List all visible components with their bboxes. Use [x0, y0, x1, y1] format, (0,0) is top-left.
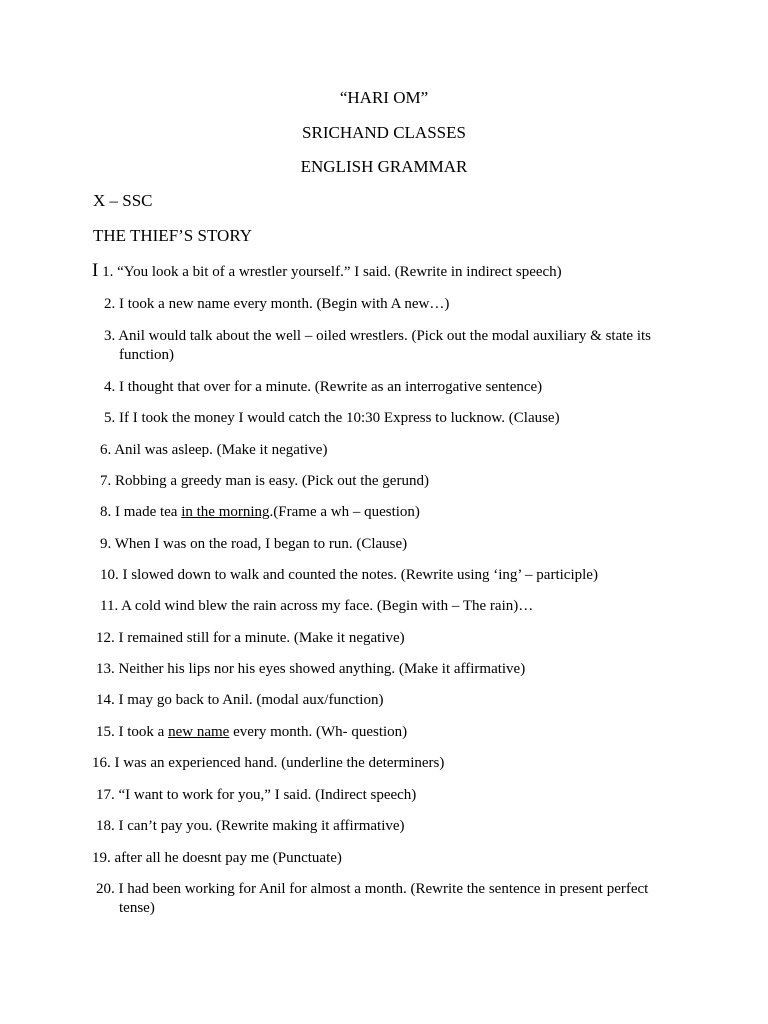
question-text: I thought that over for a minute. (Rewrite as an interrogative sentence) — [119, 379, 543, 395]
question-number: 18. — [96, 818, 115, 834]
section-marker: I — [92, 260, 99, 281]
question-13 — [96, 660, 525, 678]
question-text: “I want to work for you,” I said. (Indirect speech) — [118, 787, 417, 803]
question-1 — [92, 262, 562, 281]
question-number: 19. — [92, 850, 111, 866]
question-text: If I took the money I would catch the 10:30 Express to lucknow. (Clause) — [119, 410, 560, 426]
question-text: Neither his lips nor his eyes showed anything. (Make it affirmative) — [118, 661, 526, 677]
question-text: Anil would talk about the well – oiled wrestlers. (Pick out the modal auxiliary & state its — [118, 328, 652, 344]
question-10 — [100, 566, 598, 584]
question-number: 9. — [100, 536, 112, 552]
question-text: after all he doesnt pay me (Punctuate) — [114, 850, 342, 866]
question-2 — [104, 295, 449, 313]
question-15 — [96, 723, 407, 741]
question-text-pre: I made tea — [115, 504, 182, 520]
question-text-post: every month. (Wh- question) — [229, 724, 408, 740]
underlined-phrase: new name — [168, 724, 230, 740]
question-text: I took a new name every month. (Begin with A new…) — [119, 296, 450, 312]
chapter-title: THE THIEF’S STORY — [93, 226, 253, 245]
header-hari-om: “HARI OM” — [339, 88, 429, 107]
question-number: 16. — [92, 755, 111, 771]
question-text: I had been working for Anil for almost a month. (Rewrite the sentence in present perfect — [118, 881, 649, 897]
question-number: 12. — [96, 630, 115, 646]
header-subject: ENGLISH GRAMMAR — [300, 157, 468, 176]
question-number: 17. — [96, 787, 115, 803]
question-text: A cold wind blew the rain across my face. (Begin with – The rain)… — [121, 598, 534, 614]
question-7 — [100, 472, 429, 490]
question-number: 8. — [100, 504, 112, 520]
question-4 — [104, 378, 542, 396]
question-14 — [96, 691, 383, 709]
question-11 — [100, 597, 533, 615]
question-text: “You look a bit of a wrestler yourself.” I said. (Rewrite in indirect speech) — [117, 264, 562, 280]
question-number: 5. — [104, 410, 116, 426]
question-20-continuation: tense) — [119, 900, 155, 916]
question-18 — [96, 817, 405, 835]
question-number: 20. — [96, 881, 115, 897]
question-number: 11. — [100, 598, 119, 614]
question-3 — [104, 327, 651, 345]
question-text-pre: I took a — [118, 724, 169, 740]
question-number: 3. — [104, 328, 116, 344]
question-number: 15. — [96, 724, 115, 740]
question-text: I can’t pay you. (Rewrite making it affirmative) — [118, 818, 405, 834]
question-number: 1. — [102, 264, 114, 280]
question-20 — [96, 880, 648, 898]
question-6 — [100, 441, 327, 459]
question-12 — [96, 629, 405, 647]
question-number: 10. — [100, 567, 119, 583]
question-5 — [104, 409, 560, 427]
question-number: 6. — [100, 442, 112, 458]
question-text: I was an experienced hand. (underline the determiners) — [114, 755, 445, 771]
question-16 — [92, 754, 444, 772]
question-17 — [96, 786, 416, 804]
question-19 — [92, 849, 342, 867]
question-text: Robbing a greedy man is easy. (Pick out the gerund) — [115, 473, 429, 489]
question-text: I may go back to Anil. (modal aux/function) — [118, 692, 384, 708]
question-number: 2. — [104, 296, 116, 312]
question-9 — [100, 535, 407, 553]
question-3-continuation: function) — [119, 347, 174, 363]
question-text: Anil was asleep. (Make it negative) — [114, 442, 328, 458]
question-text: I slowed down to walk and counted the notes. (Rewrite using ‘ing’ – participle) — [122, 567, 598, 583]
class-label: X – SSC — [93, 191, 153, 210]
question-text: I remained still for a minute. (Make it negative) — [118, 630, 405, 646]
underlined-phrase: in the morning — [181, 504, 270, 520]
question-text: When I was on the road, I began to run. (Clause) — [114, 536, 408, 552]
question-number: 4. — [104, 379, 116, 395]
question-number: 7. — [100, 473, 112, 489]
question-number: 14. — [96, 692, 115, 708]
question-number: 13. — [96, 661, 115, 677]
header-classes: SRICHAND CLASSES — [302, 123, 466, 142]
question-text-post: .(Frame a wh – question) — [269, 504, 420, 520]
question-8 — [100, 503, 420, 521]
